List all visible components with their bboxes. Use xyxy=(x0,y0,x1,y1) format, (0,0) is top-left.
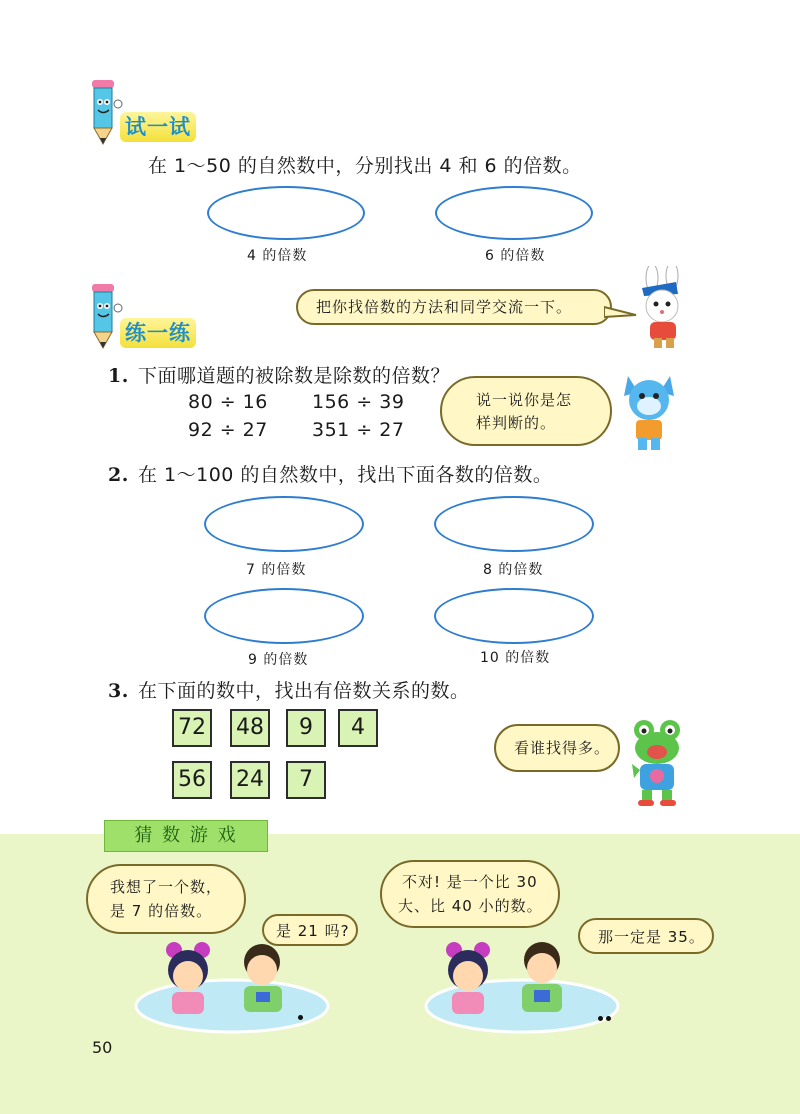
number-box[interactable]: 56 xyxy=(172,761,212,799)
ellipsis-dot-left xyxy=(298,1015,303,1020)
q1-expr-1: 80 ÷ 16 xyxy=(188,391,268,413)
ellipsis-dot-right-2 xyxy=(606,1016,611,1021)
number-box[interactable]: 4 xyxy=(338,709,378,747)
q3-number: 3. xyxy=(108,680,129,702)
boy-guess-text: 是 21 吗? xyxy=(276,922,350,940)
answer-ellipse-4[interactable] xyxy=(207,186,365,240)
exchange-method-text: 把你找倍数的方法和同学交流一下。 xyxy=(316,298,573,316)
girl-line2: 是 7 的倍数。 xyxy=(110,902,213,920)
number-box[interactable]: 24 xyxy=(230,761,270,799)
number-box[interactable]: 72 xyxy=(172,709,212,747)
boy-answer-text: 那一定是 35。 xyxy=(598,928,705,946)
ellipsis-dot-right-1 xyxy=(598,1016,603,1021)
q2-text: 在 1～100 的自然数中，找出下面各数的倍数。 xyxy=(138,464,553,486)
caption-multiples-4: 4 的倍数 xyxy=(247,248,308,264)
rabbit-character-icon xyxy=(628,266,692,350)
q1-expr-4: 351 ÷ 27 xyxy=(312,419,405,441)
answer-ellipse-8[interactable] xyxy=(434,496,594,552)
caption-multiples-7: 7 的倍数 xyxy=(246,562,307,578)
number-box[interactable]: 48 xyxy=(230,709,270,747)
number-box[interactable]: 9 xyxy=(286,709,326,747)
green-frog-character-icon xyxy=(624,718,690,808)
guess-game-title: 猜 数 游 戏 xyxy=(104,820,268,852)
exchange-method-bubble xyxy=(296,289,612,325)
caption-multiples-9: 9 的倍数 xyxy=(248,652,309,668)
answer-ellipse-7[interactable] xyxy=(204,496,364,552)
girl-hint-bubble xyxy=(380,860,560,928)
answer-ellipse-6[interactable] xyxy=(435,186,593,240)
caption-multiples-8: 8 的倍数 xyxy=(483,562,544,578)
how-judge-bubble xyxy=(440,376,612,446)
try-prompt: 在 1～50 的自然数中，分别找出 4 和 6 的倍数。 xyxy=(148,155,582,177)
q2-number: 2. xyxy=(108,464,129,486)
caption-multiples-6: 6 的倍数 xyxy=(485,248,546,264)
q1-text: 下面哪道题的被除数是除数的倍数？ xyxy=(138,365,451,387)
how-judge-line1: 说一说你是怎 xyxy=(476,391,573,409)
page-number: 50 xyxy=(92,1038,113,1057)
girl-line1: 我想了一个数， xyxy=(110,878,223,896)
find-more-text: 看谁找得多。 xyxy=(514,739,611,757)
q1-expr-2: 156 ÷ 39 xyxy=(312,391,405,413)
number-box[interactable]: 7 xyxy=(286,761,326,799)
how-judge-line2: 样判断的。 xyxy=(476,414,557,432)
caption-multiples-10: 10 的倍数 xyxy=(480,650,551,666)
kids-scene-right xyxy=(424,936,620,1034)
girl-thought-bubble xyxy=(86,864,246,934)
girl-hint-line2: 大、比 40 小的数。 xyxy=(398,897,543,915)
q3-text: 在下面的数中，找出有倍数关系的数。 xyxy=(138,680,470,702)
find-more-bubble xyxy=(494,724,620,772)
practice-section-badge: 练一练 xyxy=(120,318,196,348)
answer-ellipse-10[interactable] xyxy=(434,588,594,644)
answer-ellipse-9[interactable] xyxy=(204,588,364,644)
q1-expr-3: 92 ÷ 27 xyxy=(188,419,268,441)
blue-cat-character-icon xyxy=(618,366,680,454)
girl-hint-line1: 不对! 是一个比 30 xyxy=(402,873,538,891)
try-section-badge: 试一试 xyxy=(120,112,196,142)
q1-number: 1. xyxy=(108,365,129,387)
